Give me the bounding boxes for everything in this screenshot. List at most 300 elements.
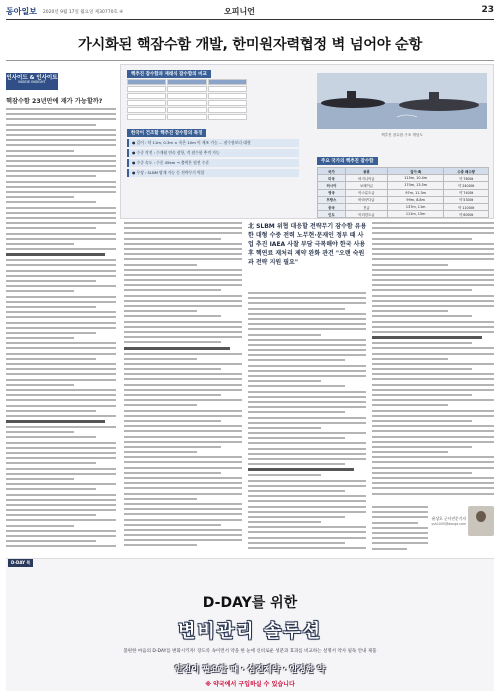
text-line bbox=[124, 238, 221, 240]
text-line bbox=[6, 275, 116, 277]
text-line bbox=[372, 363, 494, 365]
text-line bbox=[6, 311, 116, 313]
text-line bbox=[124, 461, 242, 463]
text-line bbox=[124, 321, 242, 323]
text-line bbox=[124, 415, 242, 417]
text-line bbox=[372, 315, 472, 317]
table-row bbox=[318, 175, 489, 182]
text-line bbox=[372, 461, 494, 463]
text-line bbox=[6, 342, 116, 344]
table-row bbox=[318, 182, 489, 189]
text-line bbox=[6, 238, 116, 240]
text-line bbox=[372, 537, 428, 539]
text-line bbox=[124, 300, 242, 302]
text-line bbox=[124, 544, 197, 546]
text-line bbox=[248, 422, 366, 424]
text-line bbox=[6, 431, 74, 433]
text-line bbox=[6, 494, 116, 496]
ad-brand-logo: D-DAY 북 bbox=[8, 559, 33, 567]
text-line bbox=[6, 389, 116, 391]
text-line bbox=[6, 332, 96, 334]
photo-caption: 핵추진 잠수함 구조 개념도 bbox=[381, 133, 423, 137]
text-line bbox=[6, 155, 116, 157]
feature-list bbox=[127, 139, 299, 179]
text-line bbox=[6, 535, 116, 537]
text-line bbox=[248, 406, 366, 408]
text-line bbox=[124, 534, 242, 536]
text-line bbox=[124, 358, 197, 360]
text-line bbox=[124, 373, 242, 375]
text-line bbox=[248, 453, 366, 455]
text-line bbox=[372, 456, 494, 458]
text-line bbox=[372, 321, 494, 323]
text-line bbox=[372, 420, 472, 422]
text-line bbox=[248, 365, 366, 367]
text-line bbox=[248, 323, 366, 325]
text-line bbox=[6, 405, 116, 407]
text-line bbox=[6, 108, 116, 110]
text-line bbox=[372, 425, 494, 427]
text-line bbox=[6, 124, 96, 126]
author-byline bbox=[430, 506, 494, 554]
text-line bbox=[372, 227, 494, 229]
text-line bbox=[124, 336, 242, 338]
text-line bbox=[372, 493, 494, 495]
text-line bbox=[6, 473, 116, 475]
text-line bbox=[124, 341, 221, 343]
ad-title-main: 변비관리 솔루션 bbox=[178, 621, 322, 642]
text-line bbox=[124, 420, 221, 422]
text-line bbox=[248, 391, 366, 393]
text-line bbox=[372, 467, 494, 469]
text-line bbox=[124, 472, 221, 474]
text-line bbox=[6, 368, 116, 370]
text-line bbox=[248, 349, 366, 351]
table-cell: 115m, 10.4m bbox=[388, 175, 444, 182]
table-cell: 진급 bbox=[345, 203, 387, 210]
text-line bbox=[248, 521, 321, 523]
text-line bbox=[6, 514, 96, 516]
text-line bbox=[372, 258, 494, 260]
text-line bbox=[124, 274, 242, 276]
text-line bbox=[372, 477, 494, 479]
table-cell: 137m, 11m bbox=[388, 203, 444, 210]
text-line bbox=[372, 548, 407, 550]
text-line bbox=[372, 487, 494, 489]
text-line bbox=[124, 384, 242, 386]
text-line bbox=[248, 480, 366, 482]
text-line bbox=[124, 378, 242, 380]
submarine-comparison-table bbox=[317, 167, 489, 218]
text-line bbox=[6, 363, 116, 365]
text-line bbox=[6, 207, 116, 209]
text-column-4 bbox=[372, 222, 494, 502]
text-line bbox=[124, 363, 242, 365]
text-line bbox=[6, 462, 96, 464]
text-line bbox=[124, 279, 242, 281]
ad-footnote: ※ 약국에서 구입하실 수 있습니다 bbox=[205, 681, 295, 688]
text-line bbox=[6, 316, 116, 318]
text-line bbox=[248, 328, 366, 330]
text-line bbox=[124, 331, 242, 333]
table-header: 수중 배수량 bbox=[444, 168, 489, 175]
text-line bbox=[6, 436, 96, 438]
text-line bbox=[372, 532, 428, 534]
text-line bbox=[372, 415, 494, 417]
text-line bbox=[372, 358, 448, 360]
text-line bbox=[124, 436, 242, 438]
text-line bbox=[124, 487, 242, 489]
text-line bbox=[372, 279, 494, 281]
text-line bbox=[372, 404, 448, 406]
text-line bbox=[124, 451, 197, 453]
feature-item: ● 수중 속도 : 수중 45km → 출력은 원전 수준 bbox=[127, 159, 299, 167]
text-line bbox=[6, 452, 116, 454]
text-line bbox=[6, 519, 116, 521]
newspaper-logo[interactable]: 동아일보 bbox=[6, 6, 37, 16]
text-line bbox=[6, 259, 116, 261]
text-line bbox=[372, 336, 482, 339]
issue-date: 2020년 9월 17일 월요일 제30770호 ④ bbox=[42, 9, 124, 15]
text-line bbox=[6, 144, 116, 146]
author-photo bbox=[468, 506, 494, 536]
text-line bbox=[372, 506, 428, 508]
text-line bbox=[6, 243, 74, 245]
text-line bbox=[6, 290, 74, 292]
text-line bbox=[372, 368, 472, 370]
text-line bbox=[6, 442, 116, 444]
text-line bbox=[372, 430, 494, 432]
text-line bbox=[124, 519, 242, 521]
feature-item: ● 무장 : SLBM 탑재 가능 등 전략무기 역할 bbox=[127, 169, 299, 177]
text-line bbox=[6, 181, 116, 183]
text-line bbox=[372, 410, 494, 412]
text-line bbox=[6, 233, 116, 235]
text-line bbox=[6, 426, 116, 428]
text-line bbox=[6, 327, 116, 329]
text-column-1 bbox=[6, 108, 116, 554]
text-line bbox=[248, 490, 345, 492]
text-line bbox=[6, 499, 116, 501]
table-cell: 아스튜트급 bbox=[345, 189, 387, 196]
text-line bbox=[372, 310, 448, 312]
table-header: 국가 bbox=[318, 168, 346, 175]
text-line bbox=[372, 342, 472, 344]
masthead bbox=[6, 4, 494, 20]
text-line bbox=[6, 347, 116, 349]
text-line bbox=[372, 446, 472, 448]
text-line bbox=[124, 441, 242, 443]
text-line bbox=[6, 253, 105, 256]
text-line bbox=[372, 472, 472, 474]
text-line bbox=[124, 326, 242, 328]
text-line bbox=[248, 375, 366, 377]
text-line bbox=[124, 430, 242, 432]
text-line bbox=[6, 545, 116, 547]
text-line bbox=[6, 212, 116, 214]
table-header: 길이·폭 bbox=[388, 168, 444, 175]
text-line bbox=[248, 411, 345, 413]
text-line bbox=[248, 500, 366, 502]
text-line bbox=[124, 503, 242, 505]
text-column-3 bbox=[248, 292, 366, 554]
text-line bbox=[248, 292, 366, 294]
text-line bbox=[124, 482, 242, 484]
table-cell: 약 7800t bbox=[444, 175, 489, 182]
text-line bbox=[6, 191, 116, 193]
text-line bbox=[248, 313, 366, 315]
text-line bbox=[6, 222, 116, 224]
text-line bbox=[248, 511, 366, 513]
text-line bbox=[248, 437, 345, 439]
text-line bbox=[372, 542, 428, 544]
article-headline[interactable]: 가시화된 핵잠수함 개발, 한미원자력협정 벽 넘어야 순항 bbox=[78, 37, 422, 53]
text-line bbox=[6, 170, 116, 172]
text-line bbox=[248, 385, 345, 387]
text-line bbox=[372, 289, 472, 291]
text-line bbox=[6, 540, 96, 542]
text-line bbox=[124, 513, 242, 515]
text-line bbox=[372, 222, 494, 224]
author-email[interactable]: ysh1005@donga.com bbox=[431, 522, 466, 526]
text-line bbox=[124, 310, 197, 312]
text-line bbox=[248, 334, 321, 336]
table-cell: 99m, 8.8m bbox=[388, 196, 444, 203]
text-line bbox=[248, 485, 366, 487]
text-line bbox=[124, 269, 242, 271]
submarine-illustration bbox=[317, 73, 487, 129]
text-line bbox=[248, 526, 366, 528]
text-line bbox=[124, 368, 221, 370]
text-line bbox=[6, 280, 96, 282]
page-number: 23 bbox=[481, 5, 494, 15]
comparison-title: 주요 국가의 핵추진 잠수함 bbox=[317, 157, 378, 165]
text-line bbox=[6, 129, 116, 131]
table-cell: 프랑스 bbox=[318, 196, 346, 203]
text-line bbox=[248, 463, 345, 465]
text-line bbox=[6, 150, 74, 152]
text-line bbox=[248, 448, 366, 450]
text-line bbox=[6, 457, 116, 459]
table-row bbox=[318, 196, 489, 203]
text-line bbox=[372, 511, 428, 513]
article-subhead: 핵잠수함 23년만에 재가 가능할까? bbox=[6, 98, 103, 105]
text-line bbox=[124, 529, 242, 531]
text-line bbox=[372, 394, 472, 396]
text-line bbox=[372, 253, 494, 255]
text-line bbox=[124, 258, 242, 260]
text-line bbox=[248, 474, 321, 476]
text-line bbox=[6, 134, 116, 136]
text-line bbox=[6, 165, 116, 167]
text-line bbox=[124, 404, 197, 406]
text-line bbox=[372, 384, 494, 386]
text-line bbox=[124, 539, 242, 541]
text-line bbox=[124, 227, 242, 229]
text-line bbox=[124, 284, 242, 286]
text-line bbox=[124, 389, 242, 391]
text-line bbox=[124, 493, 242, 495]
text-line bbox=[248, 396, 366, 398]
table-cell: 미국 bbox=[318, 175, 346, 182]
text-line bbox=[248, 297, 366, 299]
table-cell: 약 7400t bbox=[444, 189, 489, 196]
text-line bbox=[248, 531, 366, 533]
table-cell: 중국 bbox=[318, 203, 346, 210]
text-line bbox=[372, 300, 494, 302]
infographic-title: 핵추진 잠수함과 재래식 잠수함의 비교 bbox=[127, 70, 211, 78]
text-line bbox=[124, 248, 242, 250]
text-line bbox=[124, 425, 242, 427]
text-line bbox=[372, 436, 494, 438]
text-line bbox=[372, 516, 428, 518]
text-line bbox=[6, 337, 74, 339]
text-line bbox=[372, 347, 494, 349]
text-line bbox=[6, 353, 116, 355]
text-line bbox=[6, 175, 96, 177]
table-cell: 111m, 15m bbox=[388, 211, 444, 218]
text-line bbox=[248, 547, 366, 549]
text-line bbox=[372, 378, 494, 380]
text-line bbox=[372, 522, 418, 524]
text-line bbox=[6, 139, 116, 141]
text-line bbox=[124, 347, 230, 350]
text-line bbox=[248, 427, 321, 429]
text-line bbox=[124, 315, 221, 317]
text-line bbox=[6, 410, 96, 412]
text-line bbox=[248, 537, 366, 539]
text-line bbox=[124, 295, 242, 297]
text-line bbox=[248, 302, 366, 304]
text-line bbox=[248, 495, 366, 497]
text-line bbox=[372, 295, 494, 297]
table-cell: 아리한트급 bbox=[345, 211, 387, 218]
text-line bbox=[124, 222, 242, 224]
text-line bbox=[372, 269, 494, 271]
text-line bbox=[248, 380, 321, 382]
table-cell: 약 24000t bbox=[444, 182, 489, 189]
text-line bbox=[124, 456, 242, 458]
text-column-4b bbox=[372, 506, 428, 554]
text-line bbox=[124, 498, 197, 500]
comparison-grid bbox=[127, 79, 247, 121]
text-line bbox=[248, 417, 366, 419]
text-line bbox=[372, 353, 494, 355]
text-line bbox=[372, 305, 494, 307]
table-cell: 97m, 11.3m bbox=[388, 189, 444, 196]
text-line bbox=[248, 542, 345, 544]
ad-title: D-DAY를 위한 bbox=[202, 595, 298, 611]
text-line bbox=[6, 296, 116, 298]
text-line bbox=[372, 232, 494, 234]
text-line bbox=[6, 420, 105, 423]
text-line bbox=[6, 196, 74, 198]
text-line bbox=[124, 289, 221, 291]
text-line bbox=[6, 186, 116, 188]
table-cell: 영국 bbox=[318, 189, 346, 196]
text-line bbox=[6, 248, 116, 250]
text-line bbox=[124, 232, 242, 234]
table-header: 종류 bbox=[345, 168, 387, 175]
text-line bbox=[6, 201, 96, 203]
ad-slogan: 안전이 필요할 때 · 섬진제약 · 안정한 약 bbox=[174, 665, 326, 675]
text-line bbox=[124, 477, 242, 479]
text-line bbox=[372, 264, 448, 266]
infographic-subtitle: 한국이 건조할 핵추진 잠수함의 특징 bbox=[127, 129, 206, 137]
text-line bbox=[124, 253, 242, 255]
text-line bbox=[372, 238, 472, 240]
text-line bbox=[6, 373, 116, 375]
table-cell: 약 11000t bbox=[444, 203, 489, 210]
text-line bbox=[6, 227, 96, 229]
text-line bbox=[124, 410, 242, 412]
text-line bbox=[372, 399, 494, 401]
text-line bbox=[6, 160, 116, 162]
text-line bbox=[6, 478, 74, 480]
text-line bbox=[124, 446, 221, 448]
submarine-infographic bbox=[120, 64, 494, 219]
ad-description: 불편한 마음의 D-DAY를 변화시키자! 장도록 속이면서 약을 한 눈에 신비로운 성분과 효과를 비교하는 설명서 약사 필독 안내 제품 bbox=[123, 649, 377, 654]
text-line bbox=[372, 284, 494, 286]
text-line bbox=[248, 432, 366, 434]
text-line bbox=[124, 399, 242, 401]
text-line bbox=[6, 301, 116, 303]
text-line bbox=[6, 509, 116, 511]
text-line bbox=[248, 308, 345, 310]
text-line bbox=[124, 394, 221, 396]
table-row bbox=[318, 203, 489, 210]
text-line bbox=[124, 264, 197, 266]
text-column-2 bbox=[124, 222, 242, 554]
column-badge-label: 인사이드 & 인사이트 bbox=[6, 75, 58, 81]
text-line bbox=[372, 243, 494, 245]
text-line bbox=[248, 354, 366, 356]
text-line bbox=[248, 344, 366, 346]
text-line bbox=[372, 274, 494, 276]
advertisement[interactable] bbox=[6, 558, 494, 691]
table-cell: 약 6000t bbox=[444, 211, 489, 218]
text-line bbox=[124, 353, 242, 355]
text-line bbox=[6, 270, 116, 272]
text-line bbox=[6, 384, 74, 386]
text-line bbox=[372, 389, 494, 391]
text-line bbox=[6, 358, 96, 360]
text-line bbox=[6, 264, 116, 266]
author-name: 윤상호 군사전문기자 bbox=[431, 516, 466, 521]
text-line bbox=[6, 379, 116, 381]
table-cell: 러시아 bbox=[318, 182, 346, 189]
text-line bbox=[372, 441, 494, 443]
text-line bbox=[6, 399, 116, 401]
text-line bbox=[248, 401, 366, 403]
table-cell: 보레이급 bbox=[345, 182, 387, 189]
text-line bbox=[248, 458, 366, 460]
text-line bbox=[6, 488, 96, 490]
text-line bbox=[372, 482, 494, 484]
text-line bbox=[6, 483, 116, 485]
text-line bbox=[372, 248, 494, 250]
headline-divider bbox=[6, 60, 494, 61]
text-line bbox=[6, 394, 116, 396]
text-line bbox=[248, 370, 366, 372]
pull-quote: 北 SLBM 위협 대응할 전략무기 잠수함 유용한 대형 수중 전력 노무현·문재인 정부 때 사업 추진 IAEA 사찰 부담 극복해야 한국 사용후 핵연료 재처리 제약 완화 관건 "오랜 숙원과 전략 지원 필요" bbox=[248, 223, 367, 266]
feature-item: ● 길이 : 약 11m, 0.3m × 폭은 10m 이 제조 가능 ... 잠수함보다 대형 bbox=[127, 139, 299, 147]
table-cell: 약 5300t bbox=[444, 196, 489, 203]
text-line bbox=[372, 326, 494, 328]
text-line bbox=[248, 506, 366, 508]
text-line bbox=[6, 447, 116, 449]
text-line bbox=[248, 468, 354, 471]
